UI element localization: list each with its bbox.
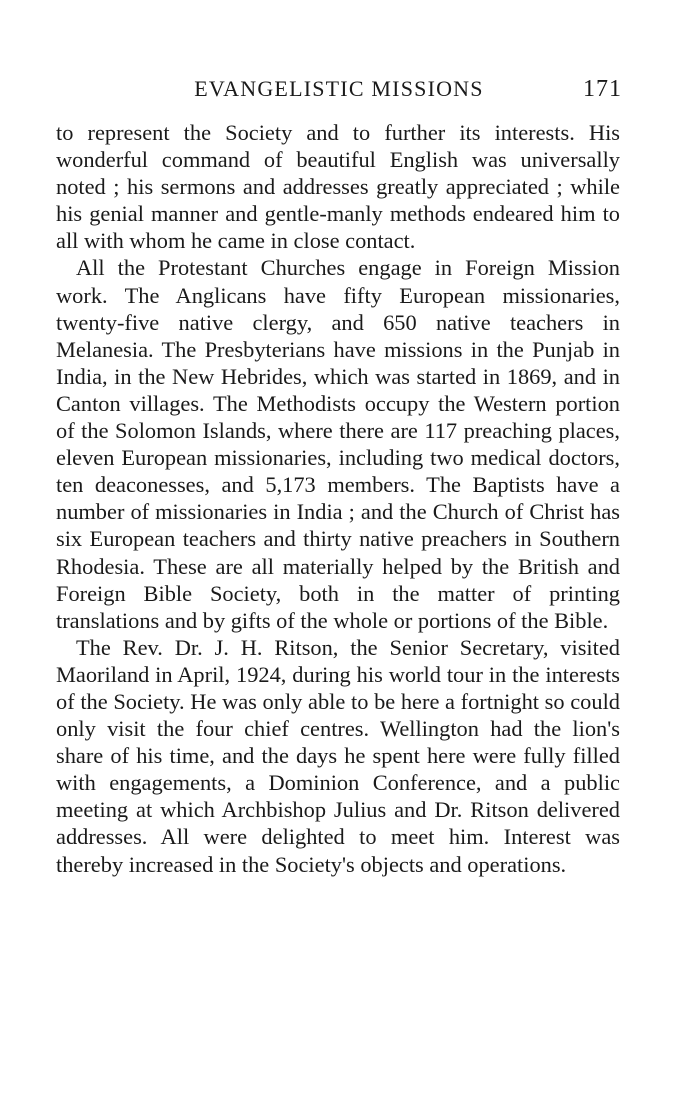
paragraph-ritson-visit: The Rev. Dr. J. H. Ritson, the Senior Secretary, visited Maoriland in April, 1924, during his world tour in the interests of the Society. He was only able to be here a fortnight so could only visit the four chief centres. Wellington had the lion's share of his time, and the days he spent here were fully filled with engagements, a Dominion Conference, and a public meeting at which Archbishop Julius and Dr. Ritson delivered addresses. All were delighted to meet him. Interest was thereby increased in the Society's objects and operations. xyxy=(56,634,620,877)
body-text xyxy=(56,119,620,878)
running-head xyxy=(56,74,622,104)
running-title: EVANGELISTIC MISSIONS xyxy=(194,76,484,101)
paragraph-continuation: to represent the Society and to further its interests. His wonderful command of beautiful English was universally noted ; his sermons and addresses greatly appreciated ; while his genial manner and gentle-manly methods endeared him to all with whom he came in close contact. xyxy=(56,120,620,254)
page-number: 171 xyxy=(583,76,622,102)
paragraph-protestant-missions: All the Protestant Churches engage in Foreign Mission work. The Anglicans have fifty European missionaries, twenty-five native clergy, and 650 native teachers in Melanesia. The Presbyterians have missions in the Punjab in India, in the New Hebrides, which was started in 1869, and in Canton villages. The Methodists occupy the Western portion of the Solomon Islands, where there are 117 preaching places, eleven European missionaries, including two medical doctors, ten deaconesses, and 5,173 members. The Baptists have a number of missionaries in India ; and the Church of Christ has six European teachers and thirty native preachers in Southern Rhodesia. These are all materially helped by the British and Foreign Bible Society, both in the matter of printing translations and by gifts of the whole or portions of the Bible. xyxy=(56,255,620,633)
